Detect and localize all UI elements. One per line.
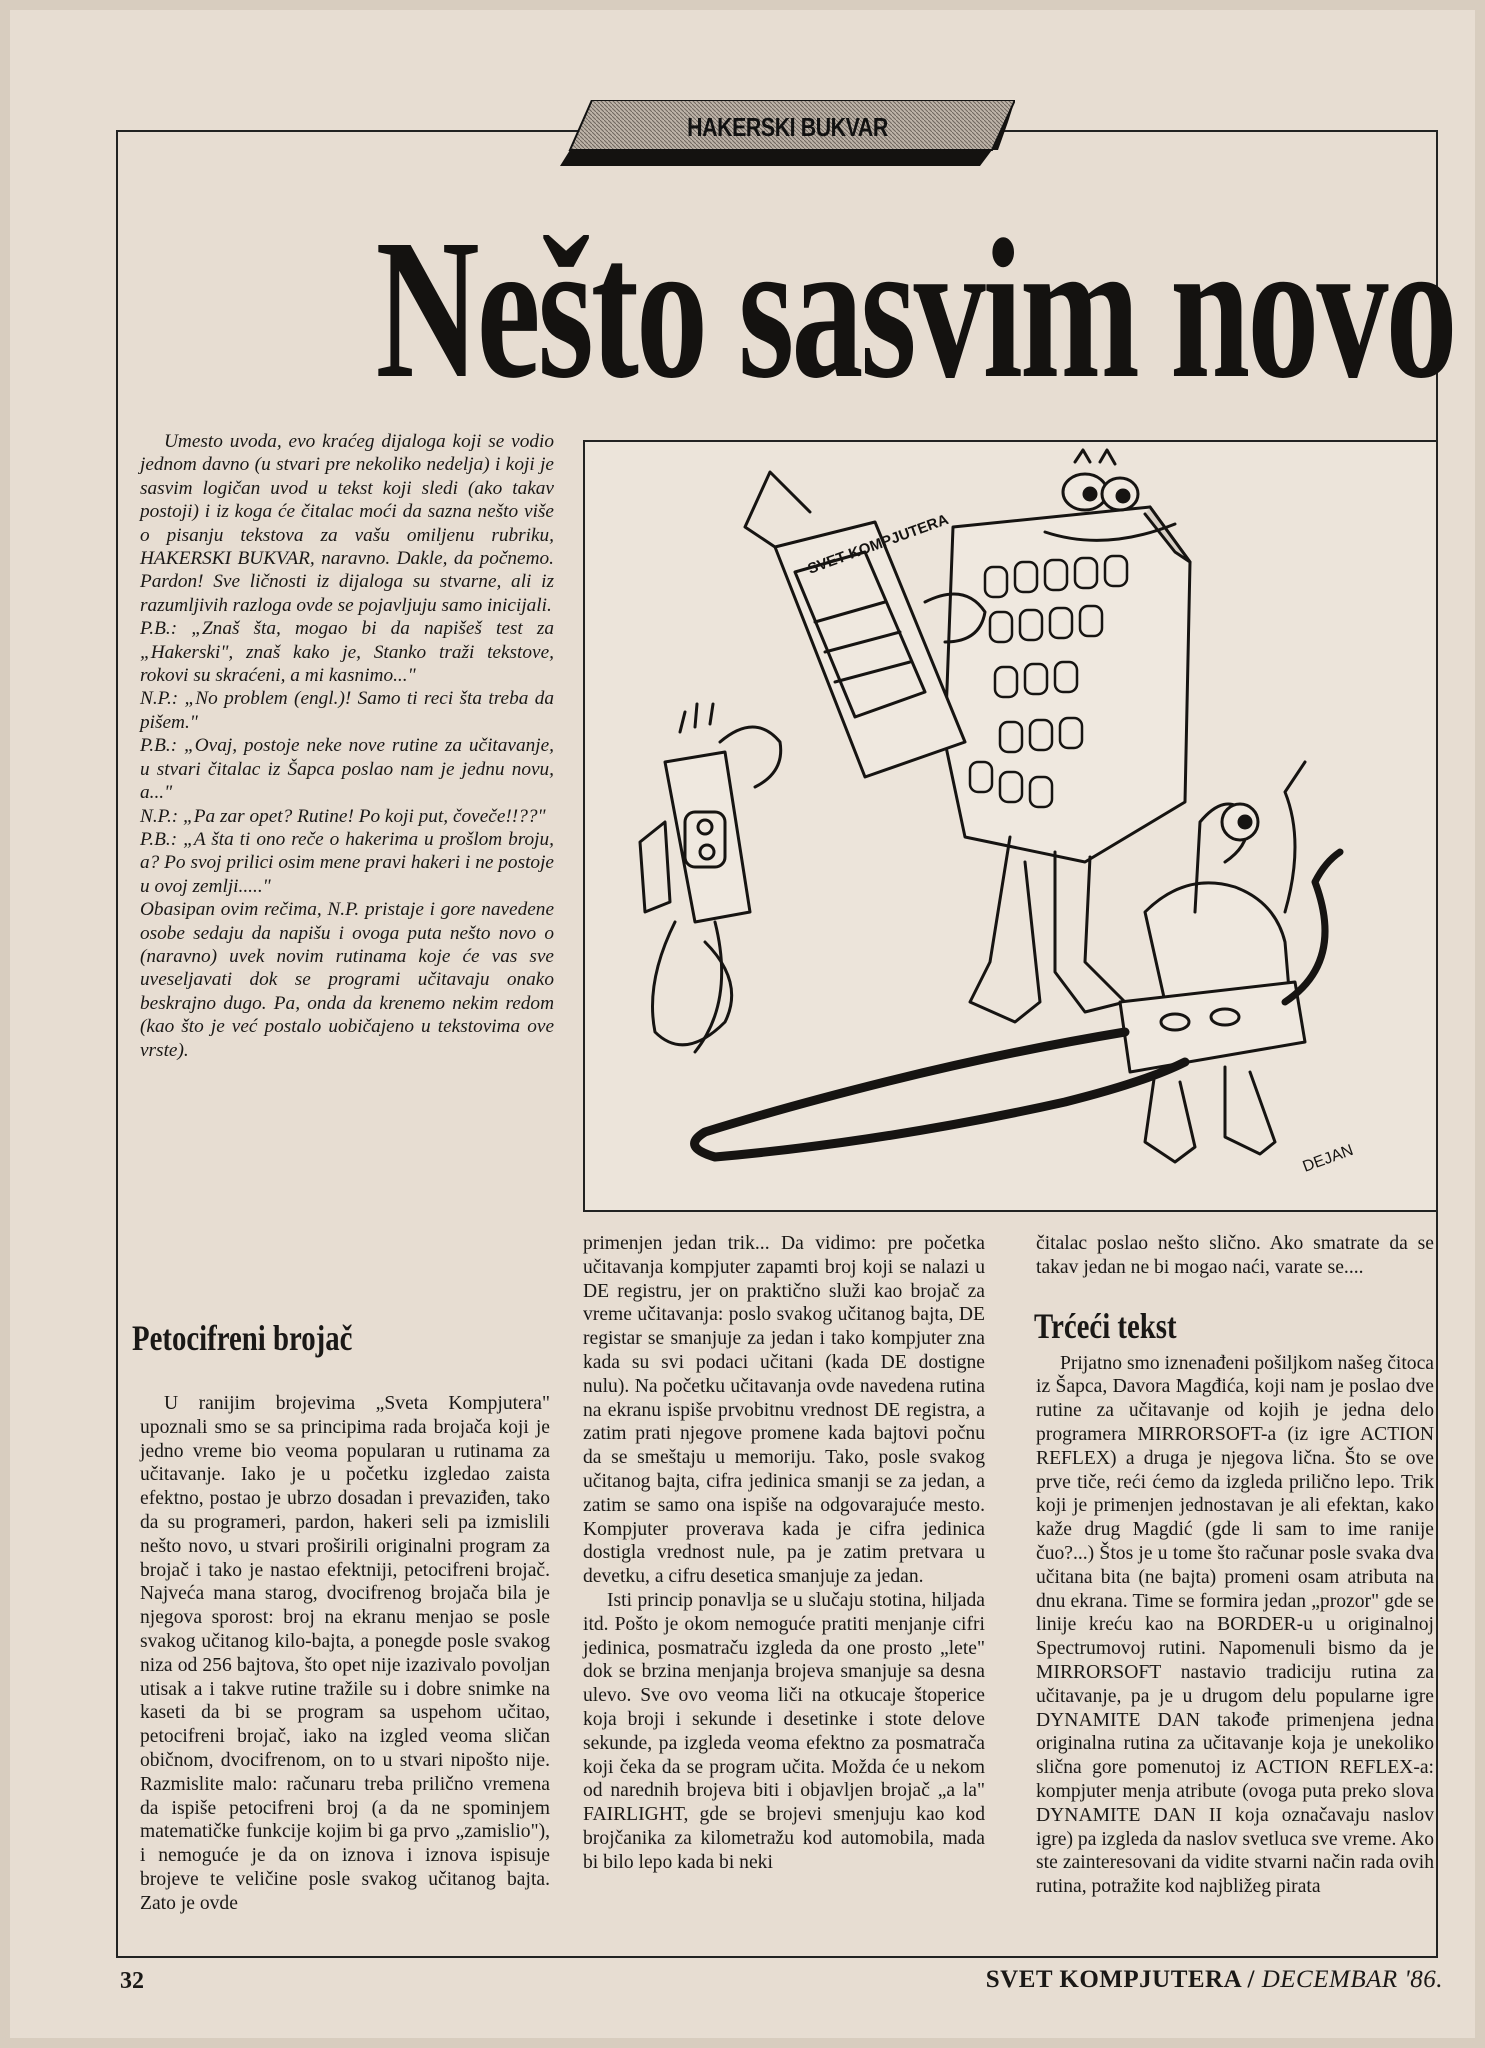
column-left: [140, 1392, 550, 1916]
page-number: 32: [120, 1968, 144, 1994]
column-middle: [583, 1232, 985, 1875]
article-paragraph: U ranijim brojevima „Sveta Kompjutera" upoznali smo se sa principima rada brojača koji je jedno vreme bio veoma popularan u rutinama za učitavanje. Iako je u početku izgledao zaista efektno, postao je ubrzo dosadan i prevaziđen, tako da su programeri, pardon, hakeri seli pa izmislili nešto novo, u stvari proširili originalni program za brojač i tako je nastao efektniji, petocifreni brojač. Najveća mana starog, dvocifrenog brojača bila je njegova sporost: broj na ekranu menjao se posle svakog učitanog kilo-bajta, a ponegde posle svakog niza od 256 bajtova, što opet nije izazivalo povoljan utisak a i takve rutine tražile su i dobre snimke na kaseti da bi se program sa uspehom učitao, petocifreni brojač, iako na izgled veoma sličan običnom, dvocifrenom, on to u stvari nipošto nije. Razmislite malo: računaru treba prilično vremena da ispiše petocifreni broj (a da ne spominjem matematičke funkcije kojim bi ga prvo „zamislio"), i nemoguće je da on iznova i iznova ispisuje brojeve te veličine posle svakog učitanog bajta. Zato je ovde: [140, 1393, 550, 1914]
intro-dialog: [140, 430, 554, 1062]
intro-paragraph: P.B.: „A šta ti ono reče o hakerima u prošlom broju, a? Po svoj prilici osim mene pravi hakeri i ne postoje u ovoj zemlji.....": [140, 828, 554, 897]
intro-paragraph: P.B.: „Ovaj, postoje neke nove rutine za učitavanje, u stvari čitalac iz Šapca poslao nam je jednu novu, a...": [140, 735, 554, 804]
intro-paragraph: Umesto uvoda, evo kraćeg dijaloga koji se vodio jednom davno (u stvari pre nekoliko nedelja) i koji je sasvim logičan uvod u tekst koji sledi (ako takav postoji) i iz koga će čitalac moći da sazna nešto više o pisanju tekstova za vašu omiljenu rubriku, HAKERSKI BUKVAR, naravno. Dakle, da počnemo. Pardon! Sve ličnosti iz dijaloga su stvarne, ali iz razumljivih razloga ovde se pojavljuju samo inicijali.: [140, 431, 554, 616]
intro-paragraph: N.P.: „Pa zar opet? Rutine! Po koji put, čoveče!!??": [140, 805, 546, 827]
article-paragraph: primenjen jedan trik... Da vidimo: pre početka učitavanja kompjuter zapamti broj koji se nalazi u DE registru, jer on praktično služi kao brojač za vreme učitavanja: poslo svakog učitanog bajta, DE registar se smanjuje za jedan i tako kompjuter zna kada su svi podaci učitani (kada DE dostigne nulu). Na početku učitavanja ovde navedena rutina na ekranu ispiše prvobitnu vrednost DE registra, a zatim prati njegove promene kada bajtovi počnu da se smeštaju u memoriju. Tako, posle svakog učitanog bajta, cifra jedinica smanji se za jedan, a zatim se samo ona ispiše na odgovarajuće mesto. Kompjuter proverava kada je cifra jedinica dostigla vrednost nule, pa je zatim pretvara u devetku, a cifru desetica smanjuje za jedan.: [583, 1233, 985, 1588]
footer-issue-date: DECEMBAR '86.: [1261, 1966, 1443, 1993]
magazine-cover-title: SVET KOMPJUTERA: [805, 511, 951, 578]
headline: Nešto sasvim novo: [375, 199, 1455, 420]
intro-paragraph: P.B.: „Znaš šta, mogao bi da napišeš test za „Hakerski", znaš kako je, Stanko traži tekstove, rokovi su skraćeni, a mi kasnimo...": [140, 618, 554, 687]
rubric-banner: [560, 100, 1015, 166]
footer-magazine: [986, 1966, 1443, 1994]
rubric-title: HAKERSKI BUKVAR: [687, 112, 888, 142]
cartoon-illustration: [583, 440, 1438, 1212]
section-title-third-text: Trćeći tekst: [1034, 1306, 1177, 1346]
article-paragraph: čitalac poslao nešto slično. Ako smatrate da se takav jedan ne bi mogao naći, varate se....: [1036, 1233, 1434, 1278]
article-paragraph: Prijatno smo iznenađeni pošiljkom našeg čitoca iz Šapca, Davora Magđića, koji nam je poslao dve rutine za učitavanje od kojih je jedna delo programera MIRRORSOFT-a (iz igre ACTION REFLEX) a druga je njegova lična. Što se ove prve tiče, reći ćemo da izgleda prilično lepo. Trik koji je primenjen jednostavan je ali efektan, kako kaže drug Magdić (gde li sam to ime ranije čuo?...) Štos je u tome što računar posle svaka dva učitana bita (ne bajta) promeni osam atributa na dnu ekrana. Time se formira jedan „prozor" gde se linije kreću kao na BORDER-u u originalnoj Spectrumovoj rutini. Napomenuli bismo da je MIRRORSOFT nastavio tradiciju rutina za učitavanje, pa je u drugom delu popularne igre DYNAMITE DAN takođe primenjena jedna originalna rutina za učitavanje koja je unekoliko slična gore pomenutoj iz ACTION REFLEX-a: kompjuter menja atribute (ovoga puta preko slova DYNAMITE DAN II koja označavaju naslov igre) pa izgleda da naslov svetluca sve vreme. Ako ste zainteresovani da vidite stvarni način rada ovih rutina, potražite kod najbližeg pirata: [1036, 1352, 1434, 1898]
footer-magazine-name: SVET KOMPJUTERA /: [985, 1966, 1262, 1993]
cartoon-drawing: [585, 442, 1436, 1210]
intro-paragraph: Obasipan ovim rečima, N.P. pristaje i gore navedene osobe sedaju da napišu i ovoga puta nešto novo o (naravno) uvek novim rutinama koje će vas sve uveseljavati dok se programi učitavaju onako beskrajno dugo. Pa, onda da krenemo nekim redom (kao što je već postalo uobičajeno u tekstovima ove vrste).: [140, 899, 554, 1061]
intro-paragraph: N.P.: „No problem (engl.)! Samo ti reci šta treba da pišem.": [140, 688, 554, 733]
section-title-counter: Petocifreni brojač: [132, 1318, 353, 1358]
article-paragraph: Isti princip ponavlja se u slučaju stotina, hiljada itd. Pošto je okom nemoguće pratiti menjanje cifri jedinica, posmatraču izgleda da one prosto „lete" dok se brzina menjanja brojeva smanjuje sa desna ulevo. Sve ovo veoma liči na otkucaje štoperice koja broji i sekunde i desetinke i stote delove sekunde, pa izgleda veoma efektno za posmatrača koji čeka da se program učita. Možda će u nekom od narednih brojeva biti i objavljen brojač „a la" FAIRLIGHT, gde se brojevi smenjuju kao kod brojčanika za kilometražu kod automobila, mada bi bilo lepo kada bi neki: [583, 1589, 985, 1873]
artist-signature: DEJAN: [1300, 1141, 1356, 1176]
